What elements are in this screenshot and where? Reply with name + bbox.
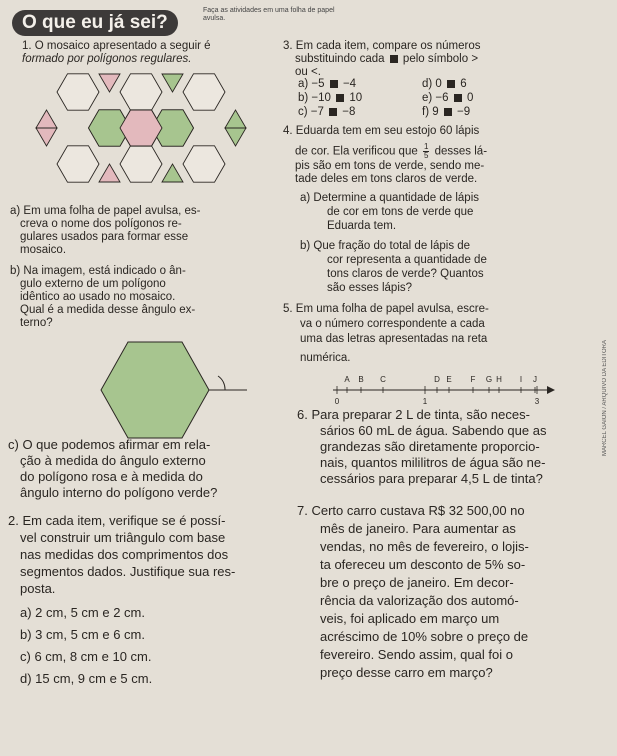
q4b-line-4: são esses lápis? <box>327 282 413 294</box>
q1c-line-2: ção à medida do ângulo externo <box>20 453 206 468</box>
mosaic-pink-hexagon <box>120 110 162 146</box>
mosaic-figure <box>30 70 265 195</box>
number-line-letter: D <box>434 375 440 384</box>
q3-item-f: f) 9 −9 <box>422 106 471 118</box>
q1a-line-4: mosaico. <box>20 244 67 256</box>
number-line-letter: E <box>446 375 452 384</box>
q3-line-1: 3. Em cada item, compare os números <box>283 40 481 52</box>
mosaic-hexagon <box>183 74 225 110</box>
q3-item-e: e) −6 0 <box>422 92 474 104</box>
instruction-note: Faça as atividades em uma folha de papel avulsa. <box>203 7 335 22</box>
q1a-line-1: a) Em uma folha de papel avulsa, es- <box>10 205 201 217</box>
q3-item-c: c) −7 −8 <box>298 106 356 118</box>
q7-line-10: preço desse carro em março? <box>320 665 493 680</box>
q7-line-3: vendas, no mês de fevereiro, o lojis- <box>320 539 529 554</box>
q1c-line-4: ângulo interno do polígono verde? <box>20 485 218 500</box>
q1b-line-3: idêntico ao usado no mosaico. <box>20 291 176 303</box>
q1b-line-2: gulo externo de um polígono <box>20 278 166 290</box>
image-credit: MARCEL GAION / ARQUIVO DA EDITORA <box>602 340 608 457</box>
hexagon-figure <box>95 340 255 450</box>
q1-intro-1: 1. O mosaico apresentado a seguir é <box>22 40 211 52</box>
mosaic-triangle <box>36 110 57 128</box>
section-badge: O que eu já sei? <box>12 10 178 36</box>
q3-item-b: b) −10 10 <box>298 92 363 104</box>
q1c-line-1: c) O que podemos afirmar em rela- <box>8 437 211 452</box>
mosaic-triangle <box>225 110 246 128</box>
q7-line-6: rência da valorização dos automó- <box>320 593 519 608</box>
q6-line-3: grandezas são diretamente proporcio- <box>320 439 540 454</box>
mosaic-hexagon <box>183 146 225 182</box>
blank-square-icon <box>390 55 398 63</box>
mosaic-hexagon <box>120 146 162 182</box>
q1b-line-1: b) Na imagem, está indicado o ân- <box>10 265 186 277</box>
q6-line-2: sários 60 mL de água. Sabendo que as <box>320 423 547 438</box>
q6-line-5: cessários para preparar 4,5 L de tinta? <box>320 471 543 486</box>
q7-line-9: fevereiro. Sendo assim, qual foi o <box>320 647 513 662</box>
q7-line-4: ta ofereceu um desconto de 5% so- <box>320 557 526 572</box>
q1a-line-2: creva o nome dos polígonos re- <box>20 218 182 230</box>
q4b-line-3: tons claros de verde? Quantos <box>327 268 484 280</box>
q5-line-3: uma das letras apresentadas na reta <box>300 333 488 345</box>
mosaic-hexagon <box>57 146 99 182</box>
q1c-line-3: do polígono rosa e à medida do <box>20 469 203 484</box>
q4-line-1: 4. Eduarda tem em seu estojo 60 lápis <box>283 125 480 137</box>
q4b-line-2: cor representa a quantidade de <box>327 254 487 266</box>
q3-line-2: substituindo cada pelo símbolo > <box>295 53 479 65</box>
mosaic-triangle <box>225 128 246 146</box>
number-line-letter: J <box>533 375 537 384</box>
q7-line-1: 7. Certo carro custava R$ 32 500,00 no <box>297 503 525 518</box>
number-line-letter: C <box>380 375 386 384</box>
q1-intro-2: formado por polígonos regulares. <box>22 53 192 65</box>
fraction-one-fifth: $\frac{1}{5}$ <box>423 142 429 160</box>
q4-line-2: de cor. Ela verificou que $\frac{1}{5}$ desses lá- <box>295 142 488 160</box>
number-line-letter: B <box>358 375 364 384</box>
q2-line-1: 2. Em cada item, verifique se é possí- <box>8 513 226 528</box>
q5-line-4: numérica. <box>300 352 351 364</box>
q5-line-1: 5. Em uma folha de papel avulsa, escre- <box>283 303 489 315</box>
q4b-line-1: b) Que fração do total de lápis de <box>300 240 471 252</box>
q4a-line-3: Eduarda tem. <box>327 220 397 232</box>
q2-option-c: c) 6 cm, 8 cm e 10 cm. <box>20 649 152 664</box>
q1b-line-4: Qual é a medida desse ângulo ex- <box>20 304 196 316</box>
mosaic-triangle <box>162 164 183 182</box>
number-line-letter: H <box>496 375 502 384</box>
q2-option-a: a) 2 cm, 5 cm e 2 cm. <box>20 605 145 620</box>
q4a-line-1: a) Determine a quantidade de lápis <box>300 192 480 204</box>
q2-line-5: posta. <box>20 581 56 596</box>
number-line-letter: F <box>470 375 476 384</box>
mosaic-triangle <box>162 74 183 92</box>
mosaic-hexagon <box>120 74 162 110</box>
q4a-line-2: de cor em tons de verde que <box>327 206 474 218</box>
q7-line-8: acréscimo de 10% sobre o preço de <box>320 629 529 644</box>
q2-line-2: vel construir um triângulo com base <box>20 530 226 545</box>
mosaic-hexagon <box>57 74 99 110</box>
q1b-line-5: terno? <box>20 317 53 329</box>
q7-line-5: bre o preço de janeiro. Em decor- <box>320 575 514 590</box>
q3-line-3: ou <. <box>295 66 321 78</box>
q1a-line-3: gulares usados para formar esse <box>20 231 189 243</box>
q7-line-7: veis, foi aplicado em março um <box>320 611 500 626</box>
number-line-letter: G <box>485 375 493 384</box>
q2-option-b: b) 3 cm, 5 cm e 6 cm. <box>20 627 145 642</box>
q6-line-4: nais, quantos mililitros de água são ne- <box>320 455 546 470</box>
q2-line-4: segmentos dados. Justifique sua res- <box>20 564 236 579</box>
number-line-value: 1 <box>422 397 428 406</box>
number-line-letter: I <box>519 375 523 384</box>
q7-line-2: mês de janeiro. Para aumentar as <box>320 521 516 536</box>
mosaic-triangle <box>99 164 120 182</box>
q6-line-1: 6. Para preparar 2 L de tinta, são neces- <box>297 407 530 422</box>
mosaic-triangle <box>36 128 57 146</box>
q5-line-2: va o número correspondente a cada <box>300 318 485 330</box>
mosaic-triangle <box>99 74 120 92</box>
q3-item-d: d) 0 6 <box>422 78 467 90</box>
number-line <box>325 368 565 408</box>
q4-line-3: pis são em tons de verde, sendo me- <box>295 160 485 172</box>
q2-option-d: d) 15 cm, 9 cm e 5 cm. <box>20 671 153 686</box>
q2-line-3: nas medidas dos comprimentos dos <box>20 547 229 562</box>
q4-line-4: tade deles em tons claros de verde. <box>295 173 478 185</box>
number-line-value: 0 <box>334 397 340 406</box>
number-line-value: 3 <box>534 397 540 406</box>
q3-item-a: a) −5 −4 <box>298 78 357 90</box>
number-line-letter: A <box>344 375 350 384</box>
